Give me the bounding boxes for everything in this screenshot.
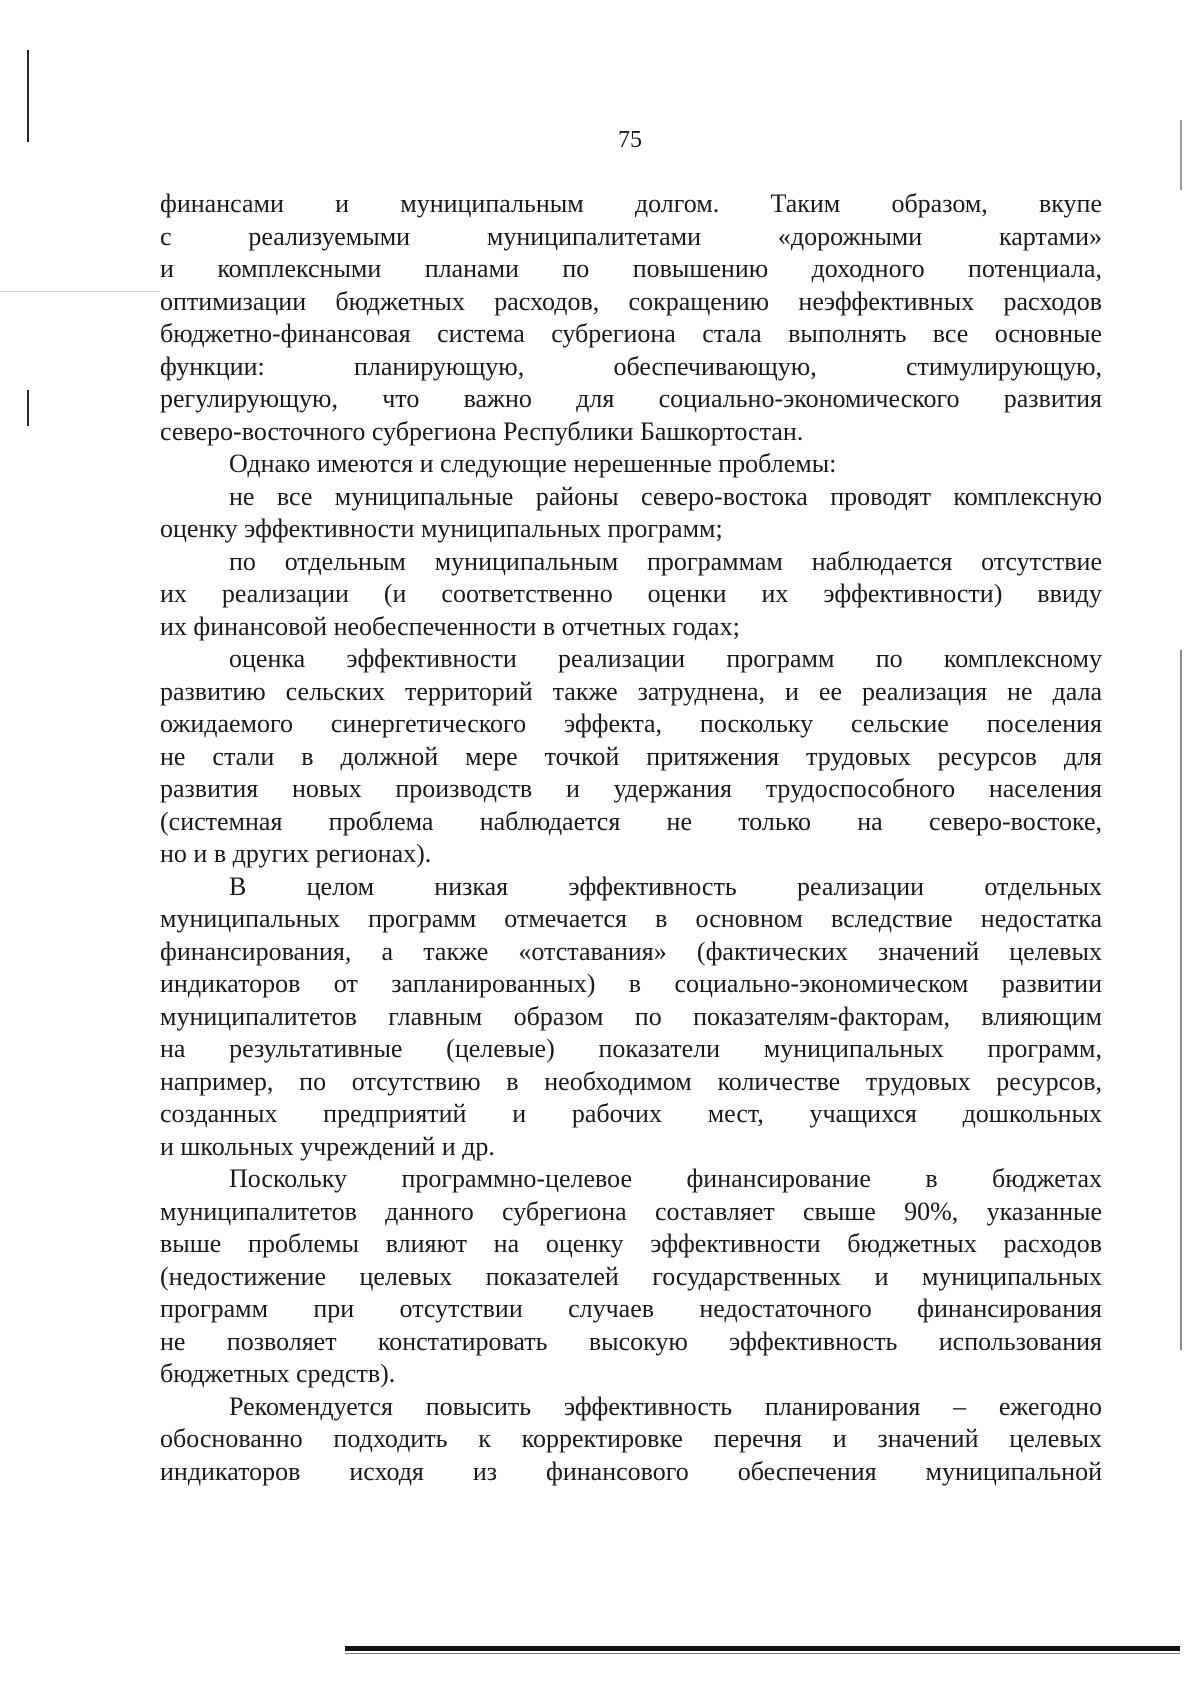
- text-line: оценка эффективности реализации программ по комплексному: [229, 644, 1102, 673]
- scan-bottom-edge-thin: [345, 1653, 1180, 1654]
- text-line: ожидаемого синергетического эффекта, поскольку сельские поселения: [160, 709, 1102, 738]
- text-line: финансирования, а также «отставания» (фактических значений целевых: [160, 936, 1102, 966]
- scan-edge-mark-left-lower: [27, 390, 29, 426]
- text-line: бюджетных средств).: [160, 1359, 396, 1388]
- text-line: не все муниципальные районы северо-востока проводят комплексную: [229, 481, 1102, 511]
- text-line: и школьных учреждений и др.: [160, 1131, 495, 1161]
- text-line: В целом низкая эффективность реализации отдельных: [229, 871, 1102, 901]
- text-line: развитию сельских территорий также затруднена, и ее реализация не дала: [160, 676, 1102, 706]
- text-line: Поскольку программно-целевое финансирование в бюджетах: [229, 1164, 1102, 1193]
- text-line: программ при отсутствии случаев недостаточного финансирования: [160, 1294, 1102, 1323]
- text-line: муниципальных программ отмечается в основном вследствие недостатка: [160, 904, 1102, 933]
- text-line: развития новых производств и удержания трудоспособного населения: [160, 774, 1102, 803]
- body-text: [160, 188, 1102, 1488]
- text-line: на результативные (целевые) показатели муниципальных программ,: [160, 1034, 1102, 1063]
- text-line: созданных предприятий и рабочих мест, учащихся дошкольных: [160, 1099, 1102, 1128]
- scan-edge-mark-right: [1180, 650, 1182, 1350]
- text-line: не позволяет констатировать высокую эффективность использования: [160, 1326, 1102, 1356]
- text-line: (недостижение целевых показателей государственных и муниципальных: [160, 1261, 1102, 1291]
- text-line: с реализуемыми муниципалитетами «дорожными картами»: [160, 221, 1102, 251]
- text-line: Однако имеются и следующие нерешенные проблемы:: [229, 449, 837, 478]
- scan-bottom-edge: [345, 1646, 1180, 1651]
- scan-faint-line: [0, 291, 160, 292]
- text-line: регулирующую, что важно для социально-экономического развития: [160, 384, 1102, 413]
- text-line: оптимизации бюджетных расходов, сокращению неэффективных расходов: [160, 286, 1102, 316]
- text-line: Рекомендуется повысить эффективность планирования – ежегодно: [229, 1391, 1102, 1421]
- text-line: бюджетно-финансовая система субрегиона стала выполнять все основные: [160, 319, 1102, 348]
- text-line: например, по отсутствию в необходимом количестве трудовых ресурсов,: [160, 1066, 1102, 1096]
- text-line: не стали в должной мере точкой притяжения трудовых ресурсов для: [160, 741, 1102, 771]
- text-line: но и в других регионах).: [160, 839, 432, 868]
- text-line: по отдельным муниципальным программам наблюдается отсутствие: [229, 546, 1102, 576]
- text-line: их реализации (и соответственно оценки их эффективности) ввиду: [160, 579, 1102, 608]
- text-line: муниципалитетов главным образом по показателям-факторам, влияющим: [160, 1001, 1102, 1031]
- text-line: функции: планирующую, обеспечивающую, стимулирующую,: [160, 351, 1102, 381]
- text-line: обоснованно подходить к корректировке перечня и значений целевых: [160, 1424, 1102, 1453]
- text-line: (системная проблема наблюдается не только на северо-востоке,: [160, 806, 1102, 836]
- text-line: и комплексными планами по повышению доходного потенциала,: [160, 254, 1102, 283]
- page-number: 75: [618, 127, 642, 153]
- text-line: финансами и муниципальным долгом. Таким образом, вкупе: [160, 189, 1102, 218]
- text-line: оценку эффективности муниципальных программ;: [160, 514, 723, 543]
- text-line: северо-восточного субрегиона Республики Башкортостан.: [160, 416, 804, 446]
- text-line: муниципалитетов данного субрегиона составляет свыше 90%, указанные: [160, 1196, 1102, 1226]
- text-line: индикаторов от запланированных) в социально-экономическом развитии: [160, 969, 1102, 998]
- text-line: выше проблемы влияют на оценку эффективности бюджетных расходов: [160, 1229, 1102, 1258]
- text-line: их финансовой необеспеченности в отчетных годах;: [160, 611, 740, 641]
- text-line: индикаторов исходя из финансового обеспечения муниципальной: [160, 1456, 1102, 1486]
